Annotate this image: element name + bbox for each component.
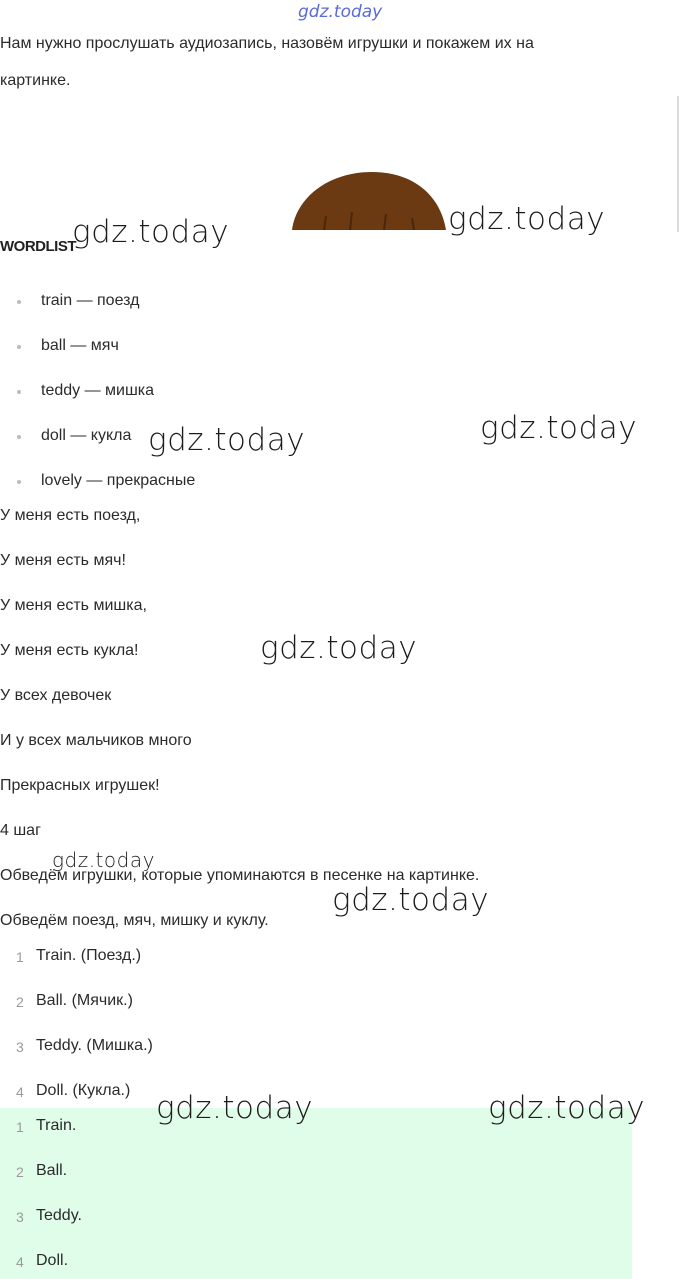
illustration-image: [288, 168, 450, 232]
step-label: 4 шаг: [0, 822, 41, 839]
song-line: И у всех мальчиков много: [0, 732, 192, 749]
answer-box: [0, 1108, 632, 1279]
song-line: У всех девочек: [0, 687, 112, 704]
wordlist-item: ball — мяч: [41, 337, 119, 354]
list-number: 2: [16, 994, 24, 1010]
watermark: gdz.today: [488, 1090, 646, 1126]
list-number: 4: [16, 1084, 24, 1100]
watermark-top: gdz.today: [298, 2, 383, 22]
watermark: gdz.today: [480, 410, 638, 446]
list-item: Ball. (Мячик.): [36, 992, 133, 1009]
list-item: Train.: [36, 1117, 77, 1134]
list-item: Doll. (Кукла.): [36, 1082, 131, 1099]
watermark: gdz.today: [148, 422, 306, 458]
watermark: gdz.today: [260, 630, 418, 666]
song-line: У меня есть поезд,: [0, 507, 141, 524]
wordlist-item: doll — кукла: [41, 427, 132, 444]
wordlist-item: lovely — прекрасные: [41, 472, 196, 489]
intro-text-cont: картинке.: [0, 72, 71, 89]
watermark: gdz.today: [52, 848, 155, 872]
bullet: [17, 435, 21, 439]
wordlist-item: train — поезд: [41, 292, 140, 309]
watermark: gdz.today: [332, 882, 490, 918]
song-line: У меня есть мишка,: [0, 597, 147, 614]
list-item: Ball.: [36, 1162, 68, 1179]
song-line: У меня есть кукла!: [0, 642, 139, 659]
instruction-text-2: Обведём поезд, мяч, мишку и куклу.: [0, 912, 269, 929]
list-number: 3: [16, 1039, 24, 1055]
bullet: [17, 345, 21, 349]
song-line: У меня есть мяч!: [0, 552, 126, 569]
watermark: gdz.today: [72, 214, 230, 250]
song-line: Прекрасных игрушек!: [0, 777, 160, 794]
watermark: gdz.today: [156, 1090, 314, 1126]
list-number: 2: [16, 1164, 24, 1180]
list-number: 3: [16, 1209, 24, 1225]
intro-text: Нам нужно прослушать аудиозапись, назовём игрушки и покажем их на: [0, 35, 534, 52]
wordlist-heading: WORDLIST: [0, 238, 76, 255]
bullet: [17, 480, 21, 484]
list-number: 1: [16, 949, 24, 965]
scrollbar[interactable]: [677, 96, 679, 232]
list-item: Teddy. (Мишка.): [36, 1037, 153, 1054]
list-item: Doll.: [36, 1252, 69, 1269]
watermark: gdz.today: [448, 201, 606, 237]
list-number: 1: [16, 1119, 24, 1135]
list-number: 4: [16, 1254, 24, 1270]
wordlist-item: teddy — мишка: [41, 382, 155, 399]
instruction-text: Обведём игрушки, которые упоминаются в песенке на картинке.: [0, 867, 480, 884]
list-item: Teddy.: [36, 1207, 82, 1224]
bullet: [17, 390, 21, 394]
list-item: Train. (Поезд.): [36, 947, 142, 964]
bullet: [17, 300, 21, 304]
